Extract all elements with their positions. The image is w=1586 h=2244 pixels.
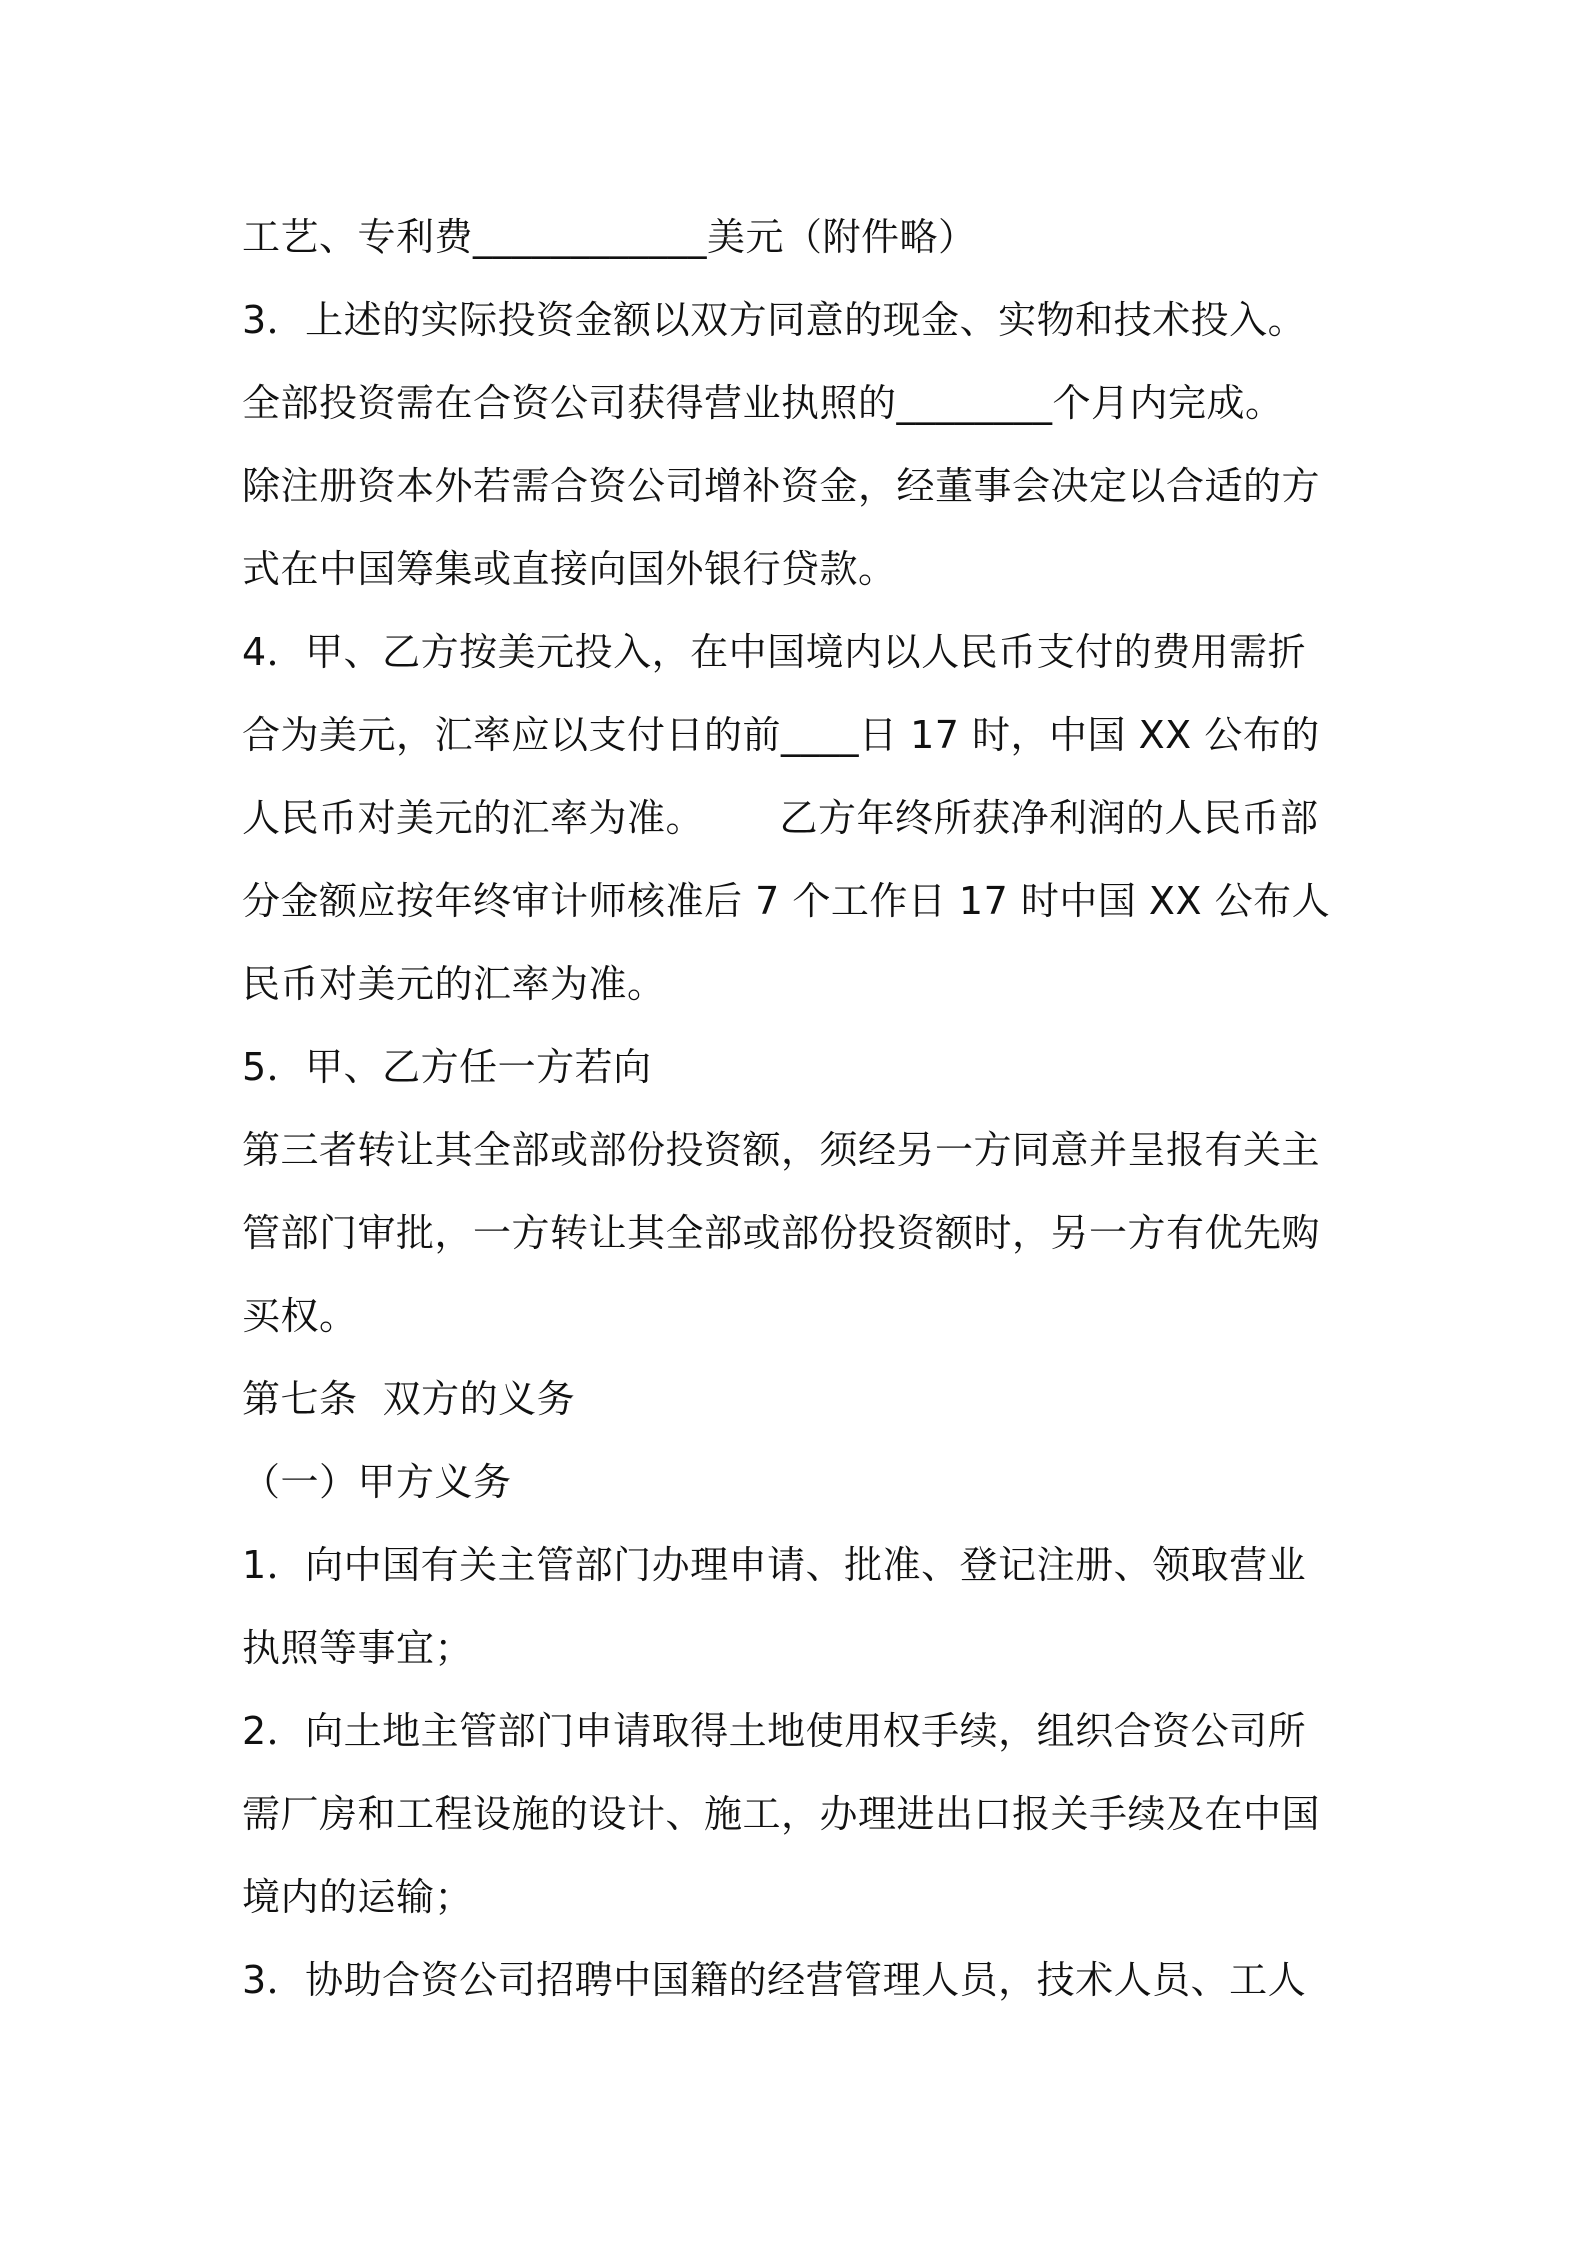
text-line-20: 需厂房和工程设施的设计、施工，办理进出口报关手续及在中国 — [242, 1792, 1321, 1836]
text-line-4: 除注册资本外若需合资公司增补资金，经董事会决定以合适的方 — [242, 464, 1321, 508]
text-line-7: 合为美元，汇率应以支付日的前____日 17 时，中国 XX 公布的 — [242, 713, 1320, 757]
text-line-14: 买权。 — [242, 1294, 358, 1338]
text-line-22: 3．协助合资公司招聘中国籍的经营管理人员，技术人员、工人 — [242, 1958, 1307, 2002]
text-line-21: 境内的运输； — [242, 1875, 474, 1919]
contract-text — [242, 196, 1357, 2022]
text-line-5: 式在中国筹集或直接向国外银行贷款。 — [242, 547, 897, 591]
text-line-18: 执照等事宜； — [242, 1626, 474, 1670]
text-line-8: 人民币对美元的汇率为准。 乙方年终所获净利润的人民币部 — [242, 796, 1319, 840]
text-line-6: 4．甲、乙方按美元投入，在中国境内以人民币支付的费用需折 — [242, 630, 1307, 674]
text-line-12: 第三者转让其全部或部份投资额，须经另一方同意并呈报有关主 — [242, 1128, 1321, 1172]
text-line-13: 管部门审批，一方转让其全部或部份投资额时，另一方有优先购 — [242, 1211, 1321, 1255]
article-heading: 第七条 双方的义务 — [242, 1377, 576, 1421]
text-line-10: 民币对美元的汇率为准。 — [242, 962, 666, 1006]
text-line-3: 全部投资需在合资公司获得营业执照的________个月内完成。 — [242, 381, 1284, 425]
text-line-19: 2．向土地主管部门申请取得土地使用权手续，组织合资公司所 — [242, 1709, 1307, 1753]
text-line-9: 分金额应按年终审计师核准后 7 个工作日 17 时中国 XX 公布人 — [242, 879, 1331, 923]
subsection-heading: （一）甲方义务 — [242, 1460, 512, 1504]
text-line-11: 5．甲、乙方任一方若向 — [242, 1045, 652, 1089]
text-line-2: 3．上述的实际投资金额以双方同意的现金、实物和技术投入。 — [242, 298, 1307, 342]
text-line-1: 工艺、专利费____________美元（附件略） — [242, 215, 977, 259]
text-line-17: 1．向中国有关主管部门办理申请、批准、登记注册、领取营业 — [242, 1543, 1307, 1587]
